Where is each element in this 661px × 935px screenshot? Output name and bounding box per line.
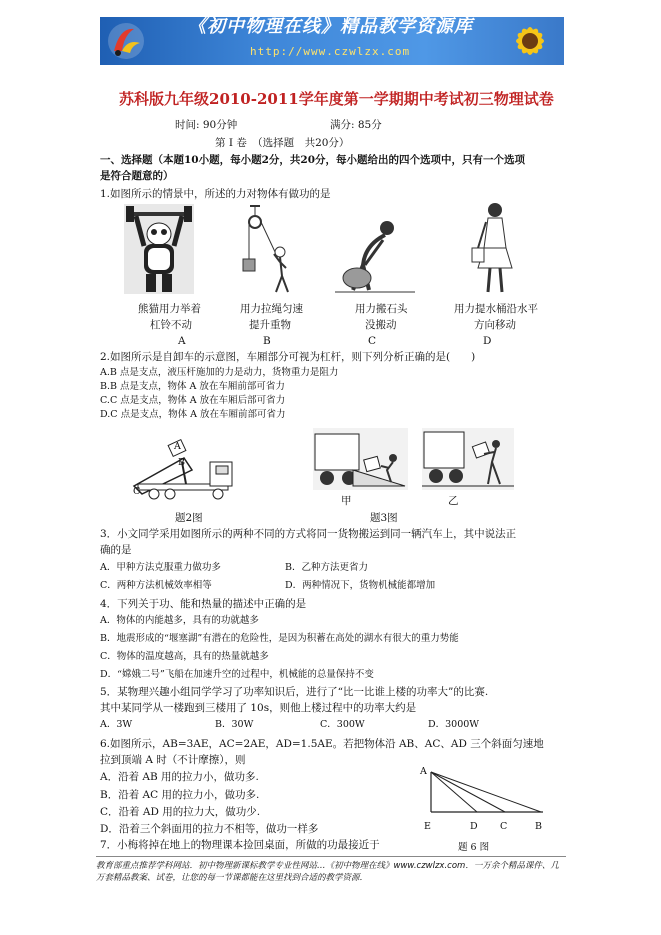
incline-point-c: C [500,821,508,832]
q5-option-d: D．3000W [428,719,480,730]
q2-option-c: C.C 点是支点，物体 A 放在车厢后部可省力 [100,395,286,406]
q6-option-a: A．沿着 AB 用的拉力小，做功多. [100,771,259,783]
q1-option-b-line2: 提升重物 [249,319,291,331]
footer-text: 教育部重点推荐学科网站．初中物理新课标教学专业性网站…《初中物理在线》www.czwlzx.com．一万余个精品课件、几万套精品教案、试卷，让您的每一节课都能在这里找到合适的教学资源． [96,861,559,883]
dump-truck-figure [124,436,254,502]
q3-option-b: B．乙种方法更省力 [285,562,368,573]
q5-option-c: C．300W [320,719,365,730]
footer-divider [96,856,566,857]
q3-option-d: D．两种情况下，货物机械能都增加 [285,580,436,591]
incline-point-b: B [535,821,542,832]
site-banner [100,17,564,65]
incline-point-d: D [470,821,478,832]
q4-stem: 4．下列关于功、能和热量的描述中正确的是 [100,598,307,610]
banner-url[interactable]: http://www.czwlzx.com [250,45,411,58]
q6-option-c: C．沿着 AD 用的拉力大，做功少. [100,806,261,818]
q4-option-b: B．地震形成的“堰塞湖”有潜在的危险性，是因为积蓄在高处的湖水有很大的重力势能 [100,633,459,644]
incline-planes-figure [425,770,545,816]
q3-stem-line1: 3．小文同学采用如图所示的两种不同的方式将同一货物搬运到同一辆汽车上，其中说法正 [100,528,517,540]
q1-option-c-line2: 没搬动 [365,319,397,331]
section-heading-line2: 是符合题意的） [100,170,174,182]
q6-stem-line1: 6.如图所示，AB=3AE，AC=2AE，AD=1.5AE。若把物体沿 AB、AC、AD 三个斜面匀速地 [100,738,544,750]
q2-option-d: D.C 点是支点，物体 A 放在车厢前部可省力 [100,409,286,420]
q3-option-c: C．两种方法机械效率相等 [100,580,212,591]
q1-option-d-line1: 用力提水桶沿水平 [454,303,538,315]
pulley-lifting-figure [240,204,300,294]
q1-stem: 1.如图所示的情景中，所述的力对物体有做功的是 [100,188,331,200]
incline-point-a: A [420,766,427,777]
q3-figure-caption: 题3图 [370,512,398,524]
panda-barbell-figure [124,204,194,294]
incline-point-e: E [424,821,431,832]
moving-stone-figure [335,210,415,295]
section-heading-line1: 一、选择题（本题10小题，每小题2分，共20分，每小题给出的四个选项中，只有一个选项 [100,154,526,166]
q1-option-c-letter: C [368,335,377,347]
carrying-bucket-figure [470,200,520,295]
q6-figure-caption: 题 6 图 [458,842,490,853]
q5-stem-line1: 5．某物理兴趣小组同学学习了功率知识后，进行了“比一比谁上楼的功率大”的比赛. [100,686,489,698]
fig3-label-jia: 甲 [341,495,352,507]
truck-point-b: B [178,457,185,468]
carry-loading-figure-yi [422,428,514,490]
fig3-label-yi: 乙 [448,495,459,507]
volume-title: 第 I 卷 （选择题 共20分） [215,137,350,149]
q2-option-b: B.B 点是支点，物体 A 放在车厢前部可省力 [100,381,285,392]
exam-time: 时间: 90分钟 [175,119,238,131]
q6-stem-line2: 拉到顶端 A 时（不计摩擦），则 [100,754,246,766]
q1-option-d-letter: D [483,335,492,347]
q1-option-a-line1: 熊猫用力举着 [138,303,201,315]
q1-option-a-letter: A [178,335,186,347]
q4-option-a: A．物体的内能越多，具有的功就越多 [100,615,259,626]
truck-point-c: C [133,486,141,497]
banner-title: 《初中物理在线》精品教学资源库 [188,17,473,37]
exam-title: 苏科版九年级2010-2011学年度第一学期期中考试初三物理试卷 [119,90,554,108]
q3-option-a: A．甲种方法克服重力做功多 [100,562,221,573]
q1-option-b-line1: 用力拉绳匀速 [240,303,303,315]
q2-stem: 2.如图所示是自卸车的示意图，车厢部分可视为杠杆，则下列分析正确的是( ) [100,351,476,363]
site-logo-icon [106,21,146,61]
q6-option-d: D．沿着三个斜面用的拉力不相等，做功一样多 [100,823,319,835]
truck-point-a: A [174,441,181,452]
q3-stem-line2: 确的是 [100,544,132,556]
sunflower-icon [500,19,560,63]
q4-option-c: C．物体的温度越高，具有的热量就越多 [100,651,269,662]
q4-option-d: D．“嫦娥二号”飞船在加速升空的过程中，机械能的总量保持不变 [100,669,374,680]
q1-option-c-line1: 用力搬石头 [355,303,408,315]
q2-option-a: A.B 点是支点，液压杆施加的力是动力，货物重力是阻力 [100,367,339,378]
exam-score: 满分: 85分 [330,119,382,131]
q2-figure-caption: 题2图 [175,512,203,524]
q5-option-a: A．3W [100,719,133,730]
q6-option-b: B．沿着 AC 用的拉力小，做功多. [100,789,260,801]
q5-stem-line2: 其中某同学从一楼跑到三楼用了 10s，则他上楼过程中的功率大约是 [100,702,417,714]
ramp-loading-figure-jia [313,428,408,490]
q7-stem: 7．小梅将掉在地上的物理课本捡回桌面，所做的功最接近于 [100,839,380,851]
q5-option-b: B．30W [215,719,254,730]
q1-option-a-line2: 杠铃不动 [150,319,192,331]
q1-option-d-line2: 方向移动 [474,319,516,331]
q1-option-b-letter: B [263,335,271,347]
